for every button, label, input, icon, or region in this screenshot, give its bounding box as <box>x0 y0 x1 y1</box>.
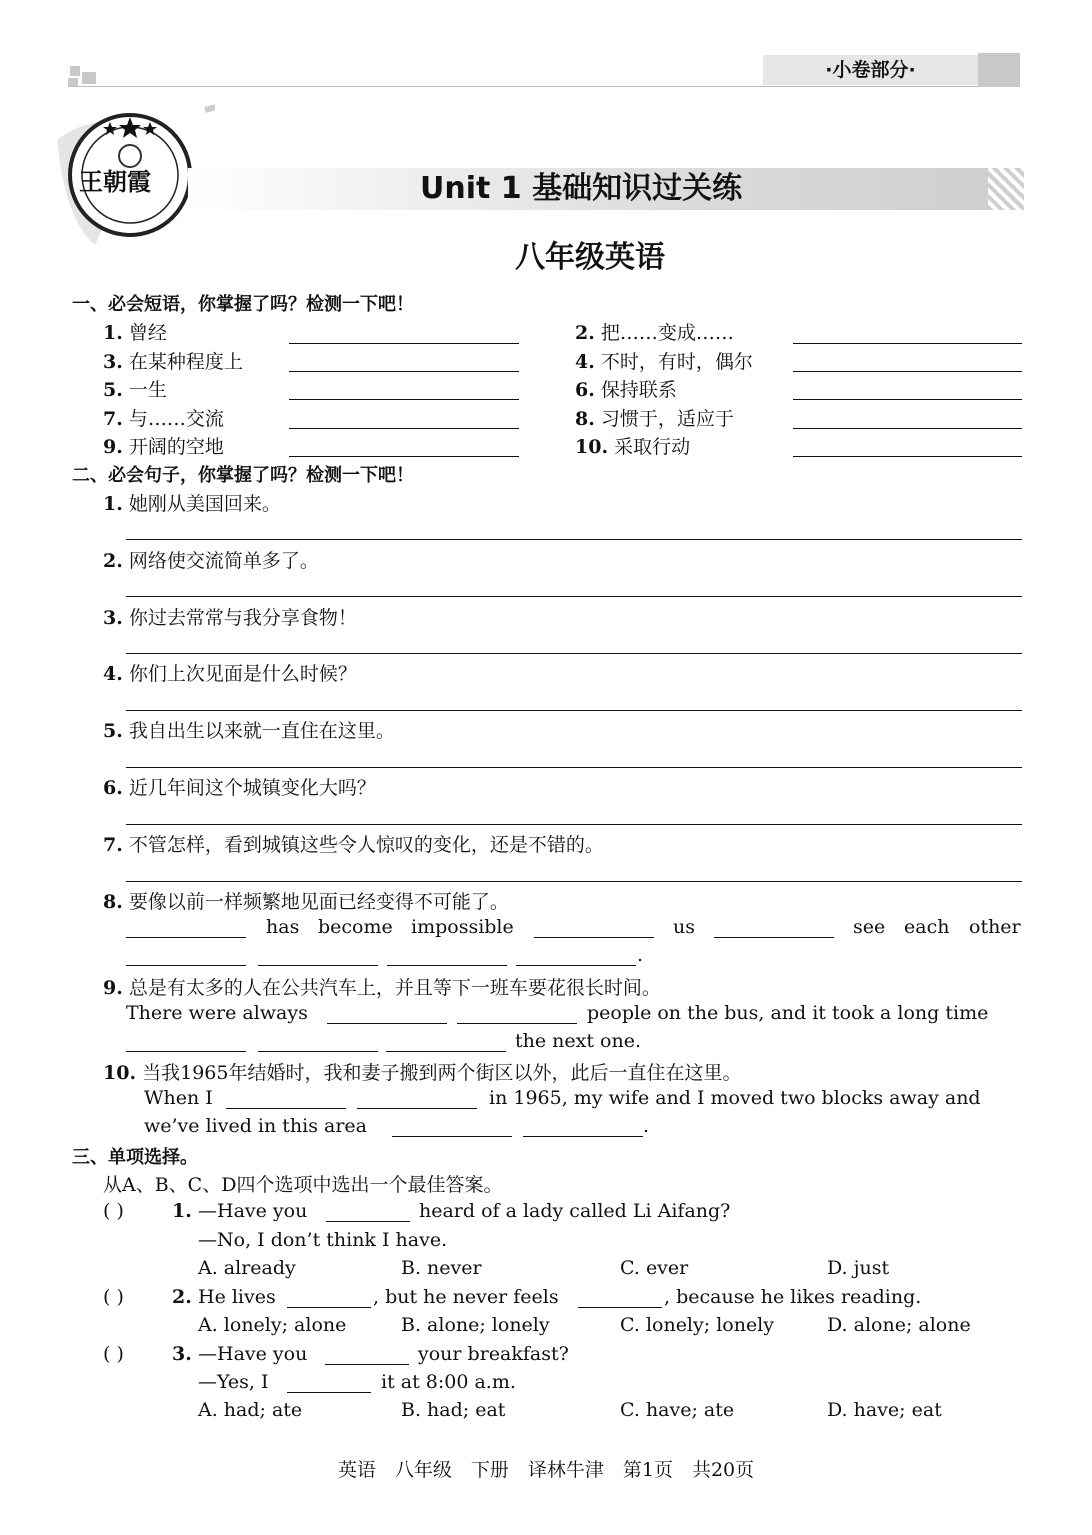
sentence-prompt: 3. 你过去常常与我分享食物！ <box>103 607 357 629</box>
part1-heading: 一、必会短语，你掌握了吗？检测一下吧！ <box>72 294 414 315</box>
phrase-item: 3. 在某种程度上 <box>103 351 243 373</box>
fill-blank[interactable] <box>258 965 378 966</box>
question-number: 2. <box>172 1286 192 1308</box>
fill-blank[interactable] <box>327 1023 447 1024</box>
fill-blank[interactable] <box>387 965 507 966</box>
answer-bracket[interactable]: ( ) <box>103 1286 124 1308</box>
sentence-prompt: 10. 当我1965年结婚时，我和妻子搬到两个街区以外，此后一直住在这里。 <box>103 1062 742 1084</box>
sentence-prompt: 8. 要像以前一样频繁地见面已经变得不可能了。 <box>103 891 509 913</box>
phrase-answer-blank[interactable] <box>289 399 519 400</box>
decor-square <box>82 72 96 84</box>
sentence-answer-line[interactable] <box>126 653 1022 654</box>
phrase-item: 1. 曾经 <box>103 322 167 344</box>
section-label-tab <box>978 53 1020 87</box>
question-text: He lives <box>198 1286 276 1308</box>
fill-blank[interactable] <box>325 1364 409 1365</box>
fill-blank[interactable] <box>714 937 834 938</box>
fill-blank[interactable] <box>126 937 246 938</box>
sentence-prompt: 6. 近几年间这个城镇变化大吗？ <box>103 777 376 799</box>
sentence-answer-line[interactable] <box>126 767 1022 768</box>
sentence-answer-line[interactable] <box>126 881 1022 882</box>
fill-blank[interactable] <box>534 937 654 938</box>
option-c[interactable]: C. ever <box>620 1257 689 1279</box>
decor-square <box>68 78 78 86</box>
phrase-item: 10. 采取行动 <box>575 436 691 458</box>
phrase-answer-blank[interactable] <box>289 428 519 429</box>
sentence-answer-line[interactable] <box>126 539 1022 540</box>
phrase-item: 5. 一生 <box>103 379 167 401</box>
fill-blank[interactable] <box>258 1051 378 1052</box>
option-b[interactable]: B. had; eat <box>401 1399 506 1421</box>
phrase-item: 2. 把……变成…… <box>575 322 734 344</box>
option-a[interactable]: A. had; ate <box>198 1399 303 1421</box>
sentence-prompt: 1. 她刚从美国回来。 <box>103 493 281 515</box>
phrase-item: 4. 不时，有时，偶尔 <box>575 351 753 373</box>
fill-blank[interactable] <box>126 1051 246 1052</box>
unit-title: Unit 1 基础知识过关练 <box>420 171 743 206</box>
fill-blank[interactable] <box>516 965 636 966</box>
question-text: , but he never feels <box>373 1286 559 1308</box>
sentence-text: There were always <box>126 1002 308 1024</box>
page-title: 八年级英语 <box>515 240 665 275</box>
sentence-prompt: 7. 不管怎样，看到城镇这些令人惊叹的变化，还是不错的。 <box>103 834 604 856</box>
fill-blank[interactable] <box>392 1136 512 1137</box>
option-c[interactable]: C. have; ate <box>620 1399 735 1421</box>
question-text: your breakfast? <box>418 1343 569 1365</box>
question-text: —No, I don’t think I have. <box>198 1229 448 1251</box>
phrase-answer-blank[interactable] <box>793 399 1022 400</box>
sentence-prompt: 2. 网络使交流简单多了。 <box>103 550 319 572</box>
fill-blank[interactable] <box>226 1108 346 1109</box>
fill-blank[interactable] <box>287 1307 371 1308</box>
sentence-text: the next one. <box>515 1030 641 1052</box>
sentence-answer-line[interactable] <box>126 824 1022 825</box>
sentence-answer-line[interactable] <box>126 596 1022 597</box>
option-d[interactable]: D. just <box>827 1257 890 1279</box>
sentence-prompt: 5. 我自出生以来就一直住在这里。 <box>103 720 395 742</box>
sentence-text: people on the bus, and it took a long time <box>587 1002 989 1024</box>
fill-blank[interactable] <box>287 1392 371 1393</box>
section-label: ·小卷部分· <box>763 55 978 85</box>
option-d[interactable]: D. alone; alone <box>827 1314 971 1336</box>
option-a[interactable]: A. already <box>198 1257 296 1279</box>
sentence-word: become <box>318 916 393 938</box>
fill-blank[interactable] <box>357 1108 477 1109</box>
question-text: —Yes, I <box>198 1371 269 1393</box>
phrase-answer-blank[interactable] <box>793 456 1022 457</box>
question-number: 3. <box>172 1343 192 1365</box>
option-c[interactable]: C. lonely; lonely <box>620 1314 774 1336</box>
sentence-prompt: 9. 总是有太多的人在公共汽车上，并且等下一班车要花很长时间。 <box>103 977 661 999</box>
phrase-item: 6. 保持联系 <box>575 379 677 401</box>
question-text: it at 8:00 a.m. <box>381 1371 516 1393</box>
question-text: —Have you <box>198 1200 308 1222</box>
sentence-answer-line[interactable] <box>126 710 1022 711</box>
logo-text: 王朝霞 <box>79 167 151 196</box>
header-rule <box>68 86 1020 87</box>
fill-blank[interactable] <box>578 1307 662 1308</box>
phrase-answer-blank[interactable] <box>289 456 519 457</box>
sentence-word: us <box>673 916 695 938</box>
question-text: —Have you <box>198 1343 308 1365</box>
period: . <box>643 1115 650 1137</box>
sentence-word: has <box>266 916 300 938</box>
phrase-answer-blank[interactable] <box>289 371 519 372</box>
option-a[interactable]: A. lonely; alone <box>198 1314 347 1336</box>
phrase-item: 9. 开阔的空地 <box>103 436 224 458</box>
fill-blank[interactable] <box>326 1221 410 1222</box>
phrase-item: 8. 习惯于，适应于 <box>575 408 734 430</box>
question-number: 1. <box>172 1200 192 1222</box>
fill-blank[interactable] <box>126 965 246 966</box>
sentence-text: in 1965, my wife and I moved two blocks away and <box>489 1087 981 1109</box>
question-text: heard of a lady called Li Aifang? <box>419 1200 731 1222</box>
fill-blank[interactable] <box>386 1051 506 1052</box>
answer-bracket[interactable]: ( ) <box>103 1343 124 1365</box>
phrase-answer-blank[interactable] <box>793 428 1022 429</box>
question-text: , because he likes reading. <box>664 1286 922 1308</box>
part2-heading: 二、必会句子，你掌握了吗？检测一下吧！ <box>72 465 414 486</box>
page-footer: 英语 八年级 下册 译林牛津 第1页 共20页 <box>337 1459 755 1481</box>
part3-instruction: 从A、B、C、D四个选项中选出一个最佳答案。 <box>103 1174 503 1196</box>
sentence-prompt: 4. 你们上次见面是什么时候？ <box>103 663 357 685</box>
period: . <box>637 944 644 966</box>
phrase-answer-blank[interactable] <box>793 343 1022 344</box>
fill-blank[interactable] <box>457 1023 577 1024</box>
part3-heading: 三、单项选择。 <box>72 1147 198 1168</box>
sentence-text: we’ve lived in this area <box>144 1115 367 1137</box>
sentence-word: impossible <box>411 916 514 938</box>
answer-bracket[interactable]: ( ) <box>103 1200 124 1222</box>
sentence-word: each <box>904 916 950 938</box>
sentence-word: other <box>969 916 1021 938</box>
option-b[interactable]: B. alone; lonely <box>401 1314 550 1336</box>
option-b[interactable]: B. never <box>401 1257 482 1279</box>
sentence-word: see <box>853 916 886 938</box>
phrase-answer-blank[interactable] <box>793 371 1022 372</box>
phrase-answer-blank[interactable] <box>289 343 519 344</box>
sentence-text: When I <box>144 1087 213 1109</box>
decor-square <box>70 66 80 76</box>
fill-blank[interactable] <box>523 1136 643 1137</box>
option-d[interactable]: D. have; eat <box>827 1399 942 1421</box>
title-band-pattern <box>988 168 1024 210</box>
phrase-item: 7. 与……交流 <box>103 408 224 430</box>
